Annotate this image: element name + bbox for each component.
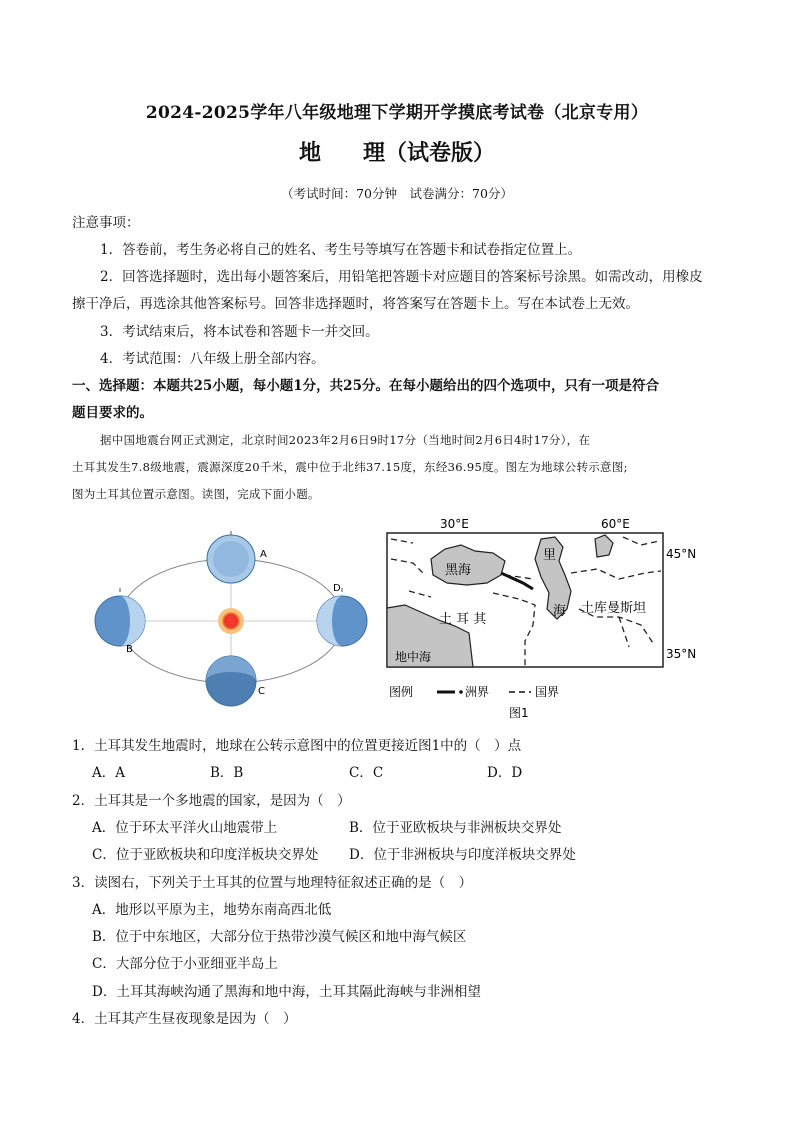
lat-label-45n: 45°N — [666, 547, 697, 561]
note-item: 3．考试结束后，将本试卷和答题卡一并交回。 — [100, 324, 379, 340]
label-turkmenistan: 土库曼斯坦 — [581, 601, 647, 616]
intro-text: 图为土耳其位置示意图。读图，完成下面小题。 — [72, 487, 320, 501]
exam-title: 2024-2025学年八年级地理下学期开学摸底考试卷（北京专用） — [145, 103, 649, 123]
section-heading: 一、选择题：本题共25小题，每小题1分，共25分。在每小题给出的四个选项中，只有一项是符合 — [72, 378, 659, 394]
earth-position-b — [95, 588, 145, 646]
subject-title-b: 理（试卷版） — [363, 140, 496, 166]
question-1-option-c[interactable]: C．C — [349, 765, 384, 781]
lat-label-35n: 35°N — [666, 647, 697, 661]
note-item: 擦干净后，再选涂其他答案标号。回答非选择题时，将答案写在答题卡上。写在本试卷上无效。 — [72, 296, 639, 312]
earth-position-d — [317, 588, 367, 646]
question-3-option-d[interactable]: D．土耳其海峡沟通了黑海和地中海，土耳其隔此海峡与非洲相望 — [92, 984, 481, 1000]
earth-orbit-diagram — [88, 528, 378, 713]
orbit-label-d: D — [333, 583, 341, 594]
sun-icon — [218, 608, 244, 634]
label-caspian-1: 里 — [543, 548, 557, 563]
label-caspian-2: 海 — [553, 604, 567, 619]
note-item: 4．考试范围：八年级上册全部内容。 — [100, 351, 325, 367]
earth-position-a — [207, 531, 255, 583]
notes-heading: 注意事项： — [72, 215, 140, 231]
lon-label-30e: 30°E — [440, 517, 469, 531]
label-turkey: 土 耳 其 — [439, 612, 487, 627]
exam-info: （考试时间：70分钟 试卷满分：70分） — [281, 186, 513, 201]
question-3-option-a[interactable]: A．地形以平原为主，地势东南高西北低 — [92, 902, 332, 918]
question-2-option-b[interactable]: B．位于亚欧板块与非洲板块交界处 — [349, 820, 562, 836]
legend-title: 图例 — [389, 685, 414, 699]
section-heading-cont: 题目要求的。 — [72, 405, 153, 421]
legend-dot-icon — [459, 690, 463, 694]
question-1-option-d[interactable]: D．D — [487, 765, 523, 781]
question-2-option-d[interactable]: D．位于非洲板块与印度洋板块交界处 — [349, 847, 576, 863]
lon-label-60e: 60°E — [601, 517, 630, 531]
note-item: 1．答卷前，考生务必将自己的姓名、考生号等填写在答题卡和试卷指定位置上。 — [100, 242, 582, 258]
legend-border: 国界 — [535, 685, 560, 699]
question-4-stem: 4．土耳其产生昼夜现象是因为（ ） — [72, 1011, 297, 1027]
question-2-stem: 2．土耳其是一个多地震的国家，是因为（ ） — [72, 793, 351, 809]
question-1-option-b[interactable]: B．B — [210, 765, 244, 781]
question-2-option-c[interactable]: C．位于亚欧板块和印度洋板块交界处 — [92, 847, 319, 863]
intro-text: 据中国地震台网正式测定，北京时间2023年2月6日9时17分（当地时间2月6日4时17分），在 — [100, 433, 591, 447]
orbit-label-a: A — [260, 549, 267, 560]
orbit-label-c: C — [258, 686, 265, 697]
earth-position-c — [206, 656, 256, 706]
question-3-option-b[interactable]: B．位于中东地区，大部分位于热带沙漠气候区和地中海气候区 — [92, 929, 467, 945]
subject-title — [0, 136, 794, 167]
question-1-option-a[interactable]: A．A — [92, 765, 125, 781]
question-1-stem: 1．土耳其发生地震时，地球在公转示意图中的位置更接近图1中的（ ）点 — [72, 738, 522, 754]
subject-title-a: 地 — [298, 140, 321, 166]
legend-continent: 洲界 — [465, 685, 490, 699]
label-black-sea: 黑海 — [445, 563, 472, 578]
intro-text: 土耳其发生7.8级地震，震源深度20千米，震中位于北纬37.15度，东经36.95度。图左为地球公转示意图; — [72, 460, 628, 474]
turkey-location-map — [383, 513, 703, 725]
question-3-option-c[interactable]: C．大部分位于小亚细亚半岛上 — [92, 956, 278, 972]
question-2-option-a[interactable]: A．位于环太平洋火山地震带上 — [92, 820, 278, 836]
question-3-stem: 3．读图右，下列关于土耳其的位置与地理特征叙述正确的是（ ） — [72, 875, 473, 891]
orbit-label-b: B — [126, 644, 133, 655]
label-mediterranean: 地中海 — [395, 650, 432, 664]
figure-caption: 图1 — [509, 706, 529, 720]
note-item: 2．回答选择题时，选出每小题答案后，用铅笔把答题卡对应题目的答案标号涂黑。如需改动，用橡皮 — [100, 269, 703, 285]
